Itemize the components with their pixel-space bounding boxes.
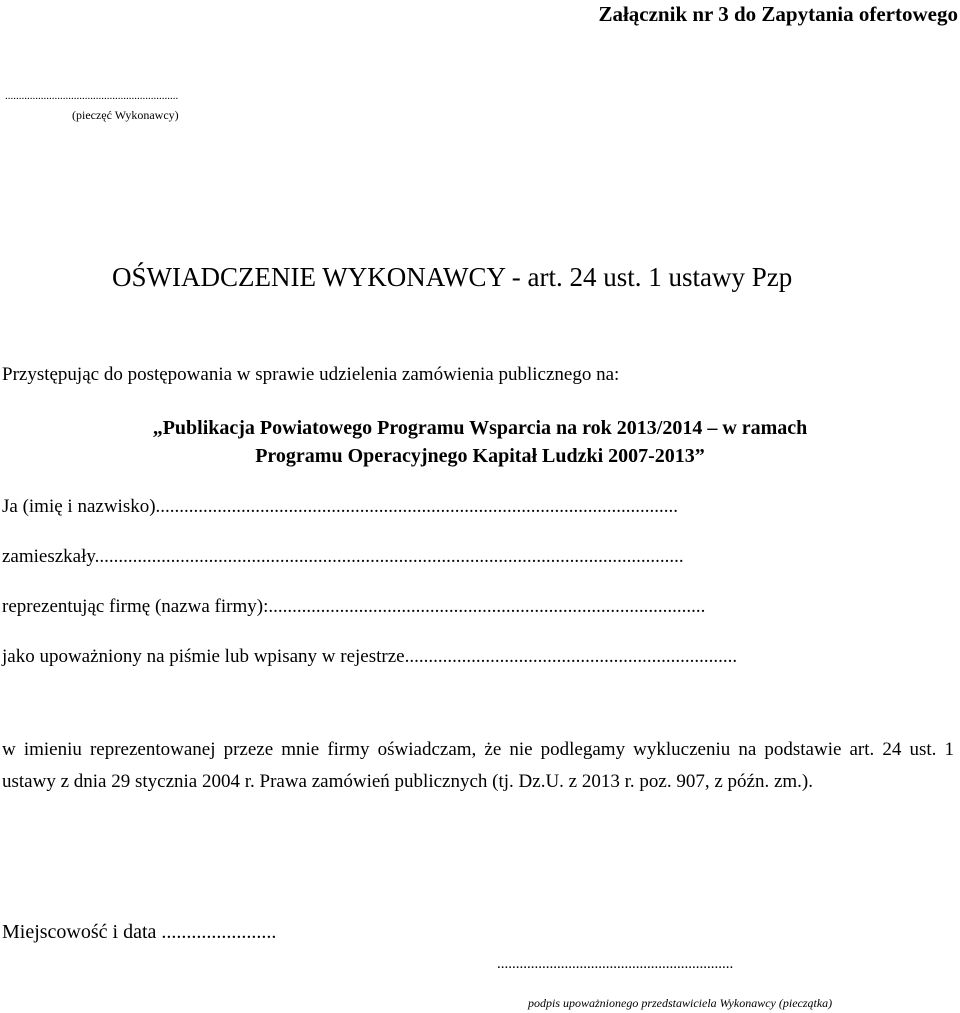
company-field: reprezentując firmę (nazwa firmy):............................................................................................ [2,596,706,617]
place-date-field: Miejscowość i data ....................... [2,921,277,943]
document-title: OŚWIADCZENIE WYKONAWCY - art. 24 ust. 1 ustawy Pzp [112,262,793,292]
name-field: Ja (imię i nazwisko).............................................................................................................. [2,496,679,517]
stamp-label: (pieczęć Wykonawcy) [72,108,179,122]
intro-text: Przystępując do postępowania w sprawie udzielenia zamówienia publicznego na: [2,364,620,385]
residence-field: zamieszkały............................................................................................................................ [2,546,684,567]
subject-line-1: „Publikacja Powiatowego Programu Wsparcia na rok 2013/2014 – w ramach [152,417,808,439]
signature-label: podpis upoważnionego przedstawiciela Wykonawcy (pieczątka) [528,996,833,1010]
annex-title: Załącznik nr 3 do Zapytania ofertowego [598,2,958,26]
subject-line-2: Programu Operacyjnego Kapitał Ludzki 2007-2013” [255,445,705,467]
procurement-subject [0,414,960,470]
authorization-field: jako upoważniony na piśmie lub wpisany w rejestrze...................................................................... [2,646,738,667]
declaration-text: w imieniu reprezentowanej przeze mnie firmy oświadczam, że nie podlegamy wykluczeniu na podstawie art. 24 ust. 1 ustawy z dnia 29 stycznia 2004 r. Prawa zamówień publicznych (tj. Dz.U. z 2013 r. poz. 907, z późn. zm.). [2,739,954,792]
signature-dots: ............................................................... [497,956,734,972]
stamp-dots: ............................................................... [5,90,179,102]
